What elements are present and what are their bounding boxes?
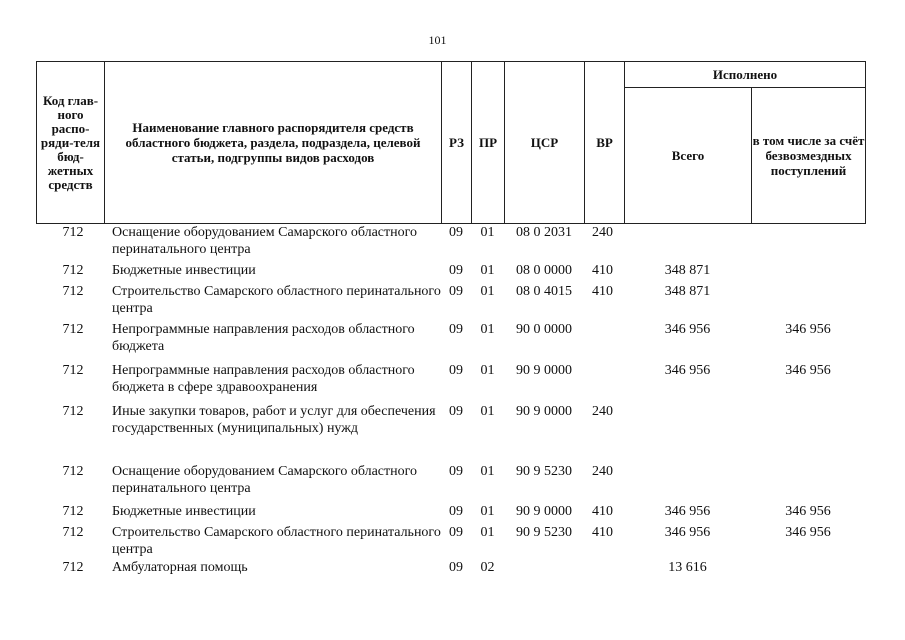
header-total: Всего [625, 88, 752, 224]
header-vr: ВР [585, 62, 625, 224]
cell-code: 712 [62, 504, 84, 519]
cell-pr: 01 [480, 322, 495, 337]
cell-rz: 09 [449, 525, 463, 540]
cell-vr: 240 [592, 404, 613, 419]
cell-csr: 90 9 5230 [516, 464, 572, 479]
table-row [36, 463, 865, 503]
cell-total: 13 616 [668, 560, 707, 575]
cell-rz: 09 [449, 504, 463, 519]
cell-pr: 01 [480, 525, 495, 540]
header-executed: Исполнено [625, 62, 866, 88]
table-row [36, 503, 865, 524]
table-row [36, 362, 865, 403]
cell-vr: 410 [592, 525, 613, 540]
cell-rz: 09 [449, 284, 463, 299]
table-header [36, 61, 866, 224]
cell-gratuitous: 346 956 [785, 322, 831, 337]
cell-name: Бюджетные инвестиции [112, 263, 256, 278]
cell-total [624, 224, 751, 262]
cell-vr: 240 [592, 464, 613, 479]
header-name: Наименование главного распорядителя средств областного бюджета, раздела, подраздела, целевой статьи, подгруппы видов расходов [105, 62, 442, 224]
cell-gratuitous [751, 463, 865, 503]
cell-name: Непрограммные направления расходов областного бюджета в сфере здравоохранения [112, 363, 415, 395]
cell-name: Амбулаторная помощь [112, 560, 248, 575]
cell-pr: 01 [480, 263, 495, 278]
cell-code: 712 [62, 525, 84, 540]
cell-rz: 09 [449, 404, 463, 419]
cell-code: 712 [62, 464, 84, 479]
cell-rz: 09 [449, 263, 463, 278]
cell-name: Строительство Самарского областного перинатального центра [112, 525, 441, 557]
header-csr: ЦСР [505, 62, 585, 224]
cell-rz: 09 [449, 225, 463, 240]
cell-pr: 01 [480, 404, 495, 419]
cell-pr: 01 [480, 464, 495, 479]
cell-gratuitous [751, 403, 865, 463]
cell-code: 712 [62, 560, 84, 575]
table-row [36, 559, 865, 580]
cell-gratuitous [751, 262, 865, 283]
table-row [36, 321, 865, 362]
cell-rz: 09 [449, 560, 463, 575]
cell-code: 712 [62, 404, 84, 419]
header-pr: ПР [472, 62, 505, 224]
cell-rz: 09 [449, 322, 463, 337]
cell-total: 348 871 [664, 263, 711, 278]
table-body [36, 224, 865, 580]
cell-gratuitous: 346 956 [785, 504, 831, 519]
cell-vr: 410 [592, 504, 613, 519]
table-row [36, 403, 865, 463]
cell-csr: 90 0 0000 [516, 322, 572, 337]
cell-csr [504, 559, 584, 580]
cell-csr: 90 9 0000 [516, 504, 572, 519]
cell-total: 346 956 [664, 525, 711, 540]
cell-gratuitous [751, 559, 865, 580]
cell-pr: 01 [480, 363, 495, 378]
cell-csr: 90 9 0000 [516, 363, 572, 378]
cell-gratuitous: 346 956 [785, 525, 831, 540]
cell-code: 712 [62, 263, 84, 278]
table-row [36, 262, 865, 283]
cell-total: 346 956 [664, 504, 711, 519]
cell-pr: 02 [480, 560, 495, 575]
cell-vr [584, 362, 624, 403]
table-row [36, 224, 865, 262]
cell-code: 712 [62, 225, 84, 240]
cell-pr: 01 [480, 225, 495, 240]
cell-total [624, 403, 751, 463]
cell-total: 346 956 [664, 363, 711, 378]
cell-code: 712 [62, 363, 84, 378]
cell-vr: 240 [592, 225, 613, 240]
cell-name: Строительство Самарского областного перинатального центра [112, 284, 441, 316]
cell-total: 346 956 [664, 322, 711, 337]
cell-name: Оснащение оборудованием Самарского областного перинатального центра [112, 464, 418, 496]
table-row [36, 283, 865, 321]
header-rz: РЗ [442, 62, 472, 224]
cell-name: Оснащение оборудованием Самарского областного перинатального центра [112, 225, 418, 257]
cell-gratuitous [751, 224, 865, 262]
cell-rz: 09 [449, 363, 463, 378]
cell-pr: 01 [480, 504, 495, 519]
cell-name: Иные закупки товаров, работ и услуг для обеспечения государственных (муниципальных) нужд [112, 404, 436, 436]
cell-vr [584, 321, 624, 362]
cell-code: 712 [62, 322, 84, 337]
cell-vr: 410 [592, 263, 613, 278]
header-code: Код глав-ного распо-ряди-теля бюд-жетных средств [37, 62, 105, 224]
cell-name: Непрограммные направления расходов областного бюджета [112, 322, 415, 354]
cell-csr: 90 9 5230 [516, 525, 572, 540]
cell-csr: 08 0 0000 [516, 263, 572, 278]
cell-csr: 08 0 2031 [516, 225, 572, 240]
cell-total: 348 871 [664, 284, 711, 299]
table-row [36, 524, 865, 559]
cell-total [624, 463, 751, 503]
cell-pr: 01 [480, 284, 495, 299]
cell-vr [584, 559, 624, 580]
cell-code: 712 [62, 284, 84, 299]
cell-csr: 90 9 0000 [516, 404, 572, 419]
cell-name: Бюджетные инвестиции [112, 504, 256, 519]
cell-gratuitous: 346 956 [785, 363, 831, 378]
header-incl-gratuitous: в том числе за счёт безвозмездных поступлений [752, 88, 866, 224]
cell-gratuitous [751, 283, 865, 321]
cell-rz: 09 [449, 464, 463, 479]
page-number: 101 [428, 33, 447, 47]
cell-csr: 08 0 4015 [516, 284, 572, 299]
cell-vr: 410 [592, 284, 613, 299]
